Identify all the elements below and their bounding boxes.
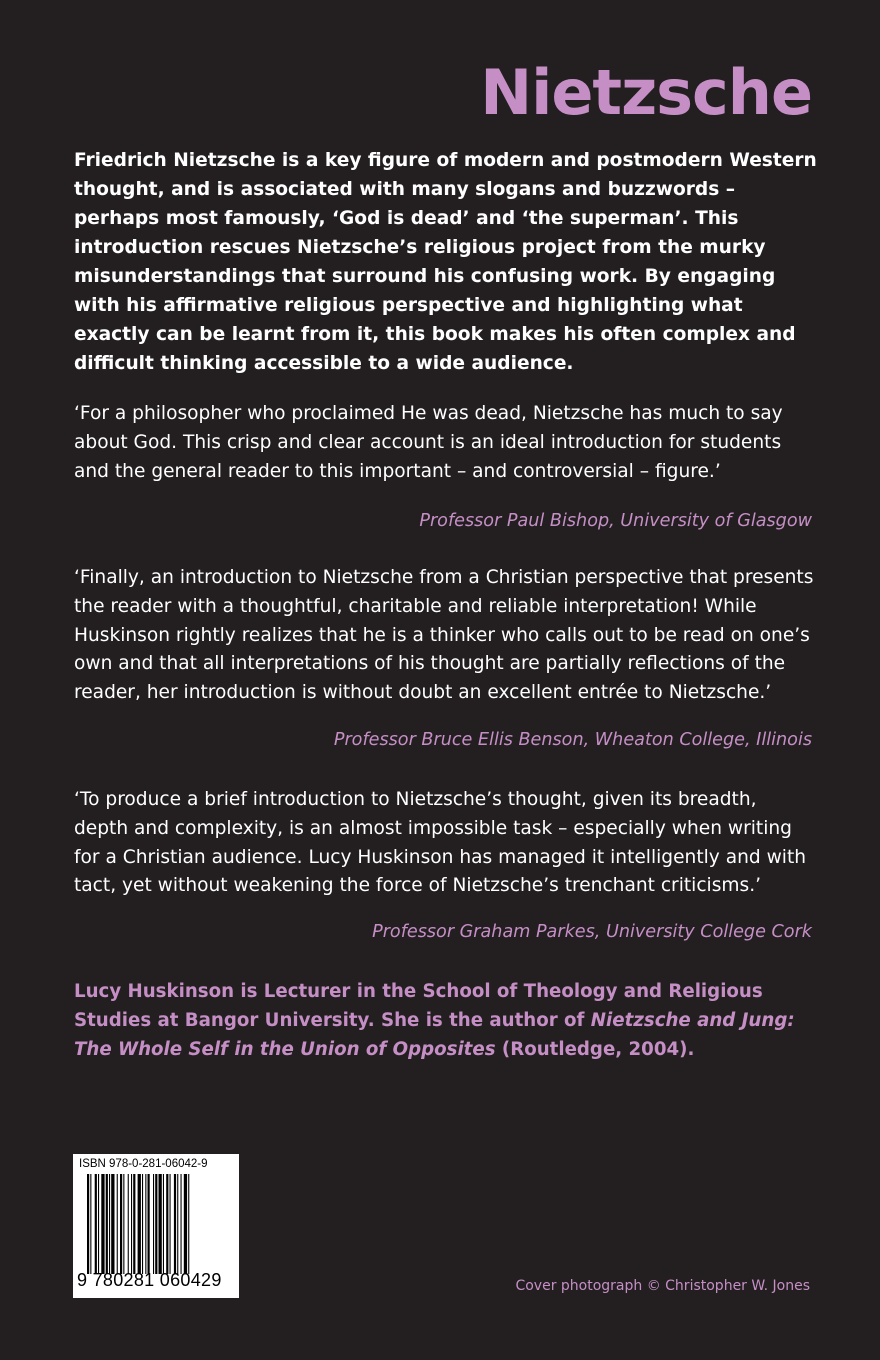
cover-photo-credit: Cover photograph © Christopher W. Jones [515,1278,810,1294]
author-bio-book-title: Nietzsche and Jung: The Whole Self in the Union of Opposites [74,1010,795,1060]
book-title: Nietzsche [480,56,812,129]
book-blurb: Friedrich Nietzsche is a key figure of modern and postmodern Western thought, and is associated with many slogans and buzzwords – perhaps most famously, ‘God is dead’ and ‘the superman’. This introduction rescues Nietzsche’s religious project from the murky misunderstandings that surround his confusing work. By engaging with his affirmative religious perspective and highlighting what exactly can be learnt from it, this book makes his often complex and difficult thinking accessible to a wide audience. [74,150,817,374]
isbn-barcode [73,1154,239,1298]
quote-3-attribution: Professor Graham Parkes, University College Cork [372,922,812,942]
quote-2-text: ‘Finally, an introduction to Nietzsche from a Christian perspective that presents the reader with a thoughtful, charitable and reliable interpretation! While Huskinson rightly realizes that he is a thinker who calls out to be read on one’s own and that all interpretations of his thought are partially reflections of the reader, her introduction is without doubt an excellent entrée to Nietzsche.’ [74,567,814,704]
barcode-digits: 9 780281 060429 [77,1270,222,1290]
author-bio [74,977,824,1064]
quote-3-text: ‘To produce a brief introduction to Nietzsche’s thought, given its breadth, depth and complexity, is an almost impossible task – especially when writing for a Christian audience. Lucy Huskinson has managed it intelligently and with tact, yet without weakening the force of Nietzsche’s trenchant criticisms.’ [74,789,807,897]
quote-2-attribution: Professor Bruce Ellis Benson, Wheaton College, Illinois [333,730,812,750]
quote-1-attribution: Professor Paul Bishop, University of Glasgow [419,511,812,531]
isbn-label: ISBN 978-0-281-06042-9 [79,1158,208,1170]
author-bio-outro: (Routledge, 2004). [495,1039,695,1060]
quote-1-text: ‘For a philosopher who proclaimed He was dead, Nietzsche has much to say about God. This crisp and clear account is an ideal introduction for students and the general reader to this important – and controversial – figure.’ [74,403,783,482]
barcode-bars [87,1174,235,1274]
author-bio-intro: Lucy Huskinson is Lecturer in the School of Theology and Religious Studies at Bangor University. She is the author of [74,981,763,1031]
